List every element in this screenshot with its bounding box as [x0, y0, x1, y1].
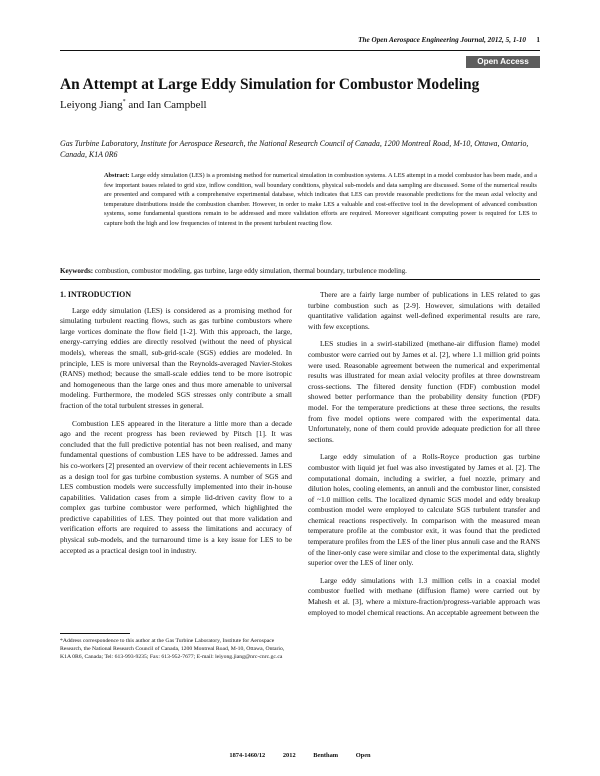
body-paragraph: Large eddy simulation (LES) is considered as a promising method for simulating turbulent reacting flows, such as gas turbine combustors where large vortices dominate the flow field [1-2]. With this approach, the large, energy-carrying eddies are directly resolved (without the need of physical models), whereas the small, sub-grid-scale (SGS) eddies are modeled. In principle, LES is more universal than the Reynolds-averaged Navier-Stokes (RANS) method; because the small-scale eddies tend to be more isotropic and homogeneous than the large ones and thus more amenable to universal modeling. Furthermore, the modeled SGS stresses only contribute a small fraction of the total turbulent stresses in general. — [60, 305, 292, 410]
abstract-text: Large eddy simulation (LES) is a promising method for numerical simulation in combustion systems. A LES attempt in a model combustor has been made, and a few important issues related to grid size, inflow condition, wall boundary conditions, physical sub-models and data sampling are discussed. Some of the numerical results are presented and compared with a comprehensive experimental database, which indicates that LES can provide reasonable predictions for the mean axial velocity and temperature distributions inside the combustion chamber. However, in order to make LES a valuable and cost-effective tool in the development of advanced combustion systems, some fundamental questions remain to be addressed and more validation efforts are required. Moreover significant computing power is required for LES to capture both the high and low frequencies of interest in the present turbulent reacting flow. — [104, 172, 537, 227]
journal-citation: The Open Aerospace Engineering Journal, 2012, 5, 1-10 — [358, 36, 526, 44]
footnote-rule — [60, 633, 130, 634]
issn: 1874-1460/12 — [229, 752, 266, 759]
keywords — [60, 266, 540, 276]
correspondence-footnote: *Address correspondence to this author at the Gas Turbine Laboratory, Institute for Aerospace Research, the National Research Council of Canada, 1200 Montreal Road, M-10, Ottawa, Ontario, K1A 0R6, Canada; Tel: 613-993-9235; Fax: 613-952-7677; E-mail: leiyong.jiang@nrc-cnrc.gc.ca — [60, 638, 285, 661]
section-heading: 1. INTRODUCTION — [60, 290, 132, 299]
left-column — [60, 290, 292, 556]
author-line — [60, 99, 207, 111]
keywords-text: combustion, combustor modeling, gas turbine, large eddy simulation, thermal boundary, turbulence modeling. — [93, 267, 407, 275]
page-footer — [60, 752, 540, 759]
page-number: 1 — [536, 36, 540, 44]
body-paragraph: LES studies in a swirl-stabilized (methane-air diffusion flame) model combustor were carried out by James et al. [2], where 1.1 million grid points were used. Reasonable agreement between the numerical and experimental results was illustrated for mean axial velocity profiles at three downstream cross-sections. The filtered density function (FDF) combustion model showed better performance than the probability density function (PDF) model. For the temperature predictions at these three sections, the results from five model options were compared with the experimental data. Unfortunately, none of them could provide adequate prediction for all three sections. — [308, 339, 540, 444]
corresponding-author-marker: * — [122, 99, 126, 105]
body-paragraph: Combustion LES appeared in the literature a little more than a decade ago and the recent progress has been reviewed by Pitsch [1]. It was concluded that the full predictive potential has not been realised, and many fundamental questions of combustion LES have to be addressed. James and his co-workers [2] presented an overview of their recent achievements in LES as a design tool for gas turbine combustion systems. A number of SGS and LES combustion models were successfully implemented into their in-house capabilities. Validation cases from a simple lid-driven cavity flow to a complex gas turbine combustor were performed, which highlighted the predictive capabilities of LES. They pointed out that more validation and verification efforts are required to assess the limitations and accuracy of physical sub-models, and the turnaround time is a key issue for LES to be accepted as a practical design tool in industry. — [60, 418, 292, 555]
first-author: Leiyong Jiang — [60, 99, 123, 111]
publisher: 2012 Bentham Open — [282, 752, 371, 759]
right-column — [308, 290, 540, 618]
affiliation: Gas Turbine Laboratory, Institute for Aerospace Research, the National Research Council of Canada, 1200 Montreal Road, M-10, Ottawa, Ontario, Canada, K1A 0R6 — [60, 139, 529, 159]
body-paragraph: Large eddy simulation of a Rolls-Royce production gas turbine combustor with liquid jet fuel was also investigated by James et al. [2]. The computational domain, including a swirler, a fuel nozzle, primary and dilution holes, cooling elements, an annuli and the combustor liner, consisted of ~1.0 million cells. The localized dynamic SGS model and eddy breakup combustion model were employed to calculate SGS turbulent transfer and chemical reactions respectively. In comparison with the measured mean temperature profile at the combustor exit, it was found that the predicted temperature profiles from the LES of the liner plus annuli case and the RANS of the liner-only case were similar and close to the experimental data, slightly superior over the LES of liner only. — [308, 452, 540, 568]
running-header — [60, 36, 540, 48]
other-authors: and Ian Campbell — [125, 99, 207, 111]
body-paragraph: Large eddy simulations with 1.3 million cells in a coaxial model combustor fuelled with methane (diffusion flame) were carried out by Mahesh et al. [3], where a mixture-fraction/progress-variable approach was employed to model chemical reactions. An acceptable agreement between the — [308, 575, 540, 617]
body-paragraph: There are a fairly large number of publications in LES related to gas turbine combustion such as [2-9]. However, simulations with detailed quantitative validation against well-defined experimental results are rare, with few exceptions. — [308, 290, 540, 331]
abstract-label: Abstract: — [104, 172, 130, 179]
abstract — [104, 171, 537, 229]
keywords-rule — [60, 279, 540, 280]
paper-title: An Attempt at Large Eddy Simulation for Combustor Modeling — [60, 76, 480, 93]
keywords-label: Keywords: — [60, 267, 94, 275]
header-rule — [60, 50, 540, 51]
open-access-badge: Open Access — [466, 56, 540, 68]
